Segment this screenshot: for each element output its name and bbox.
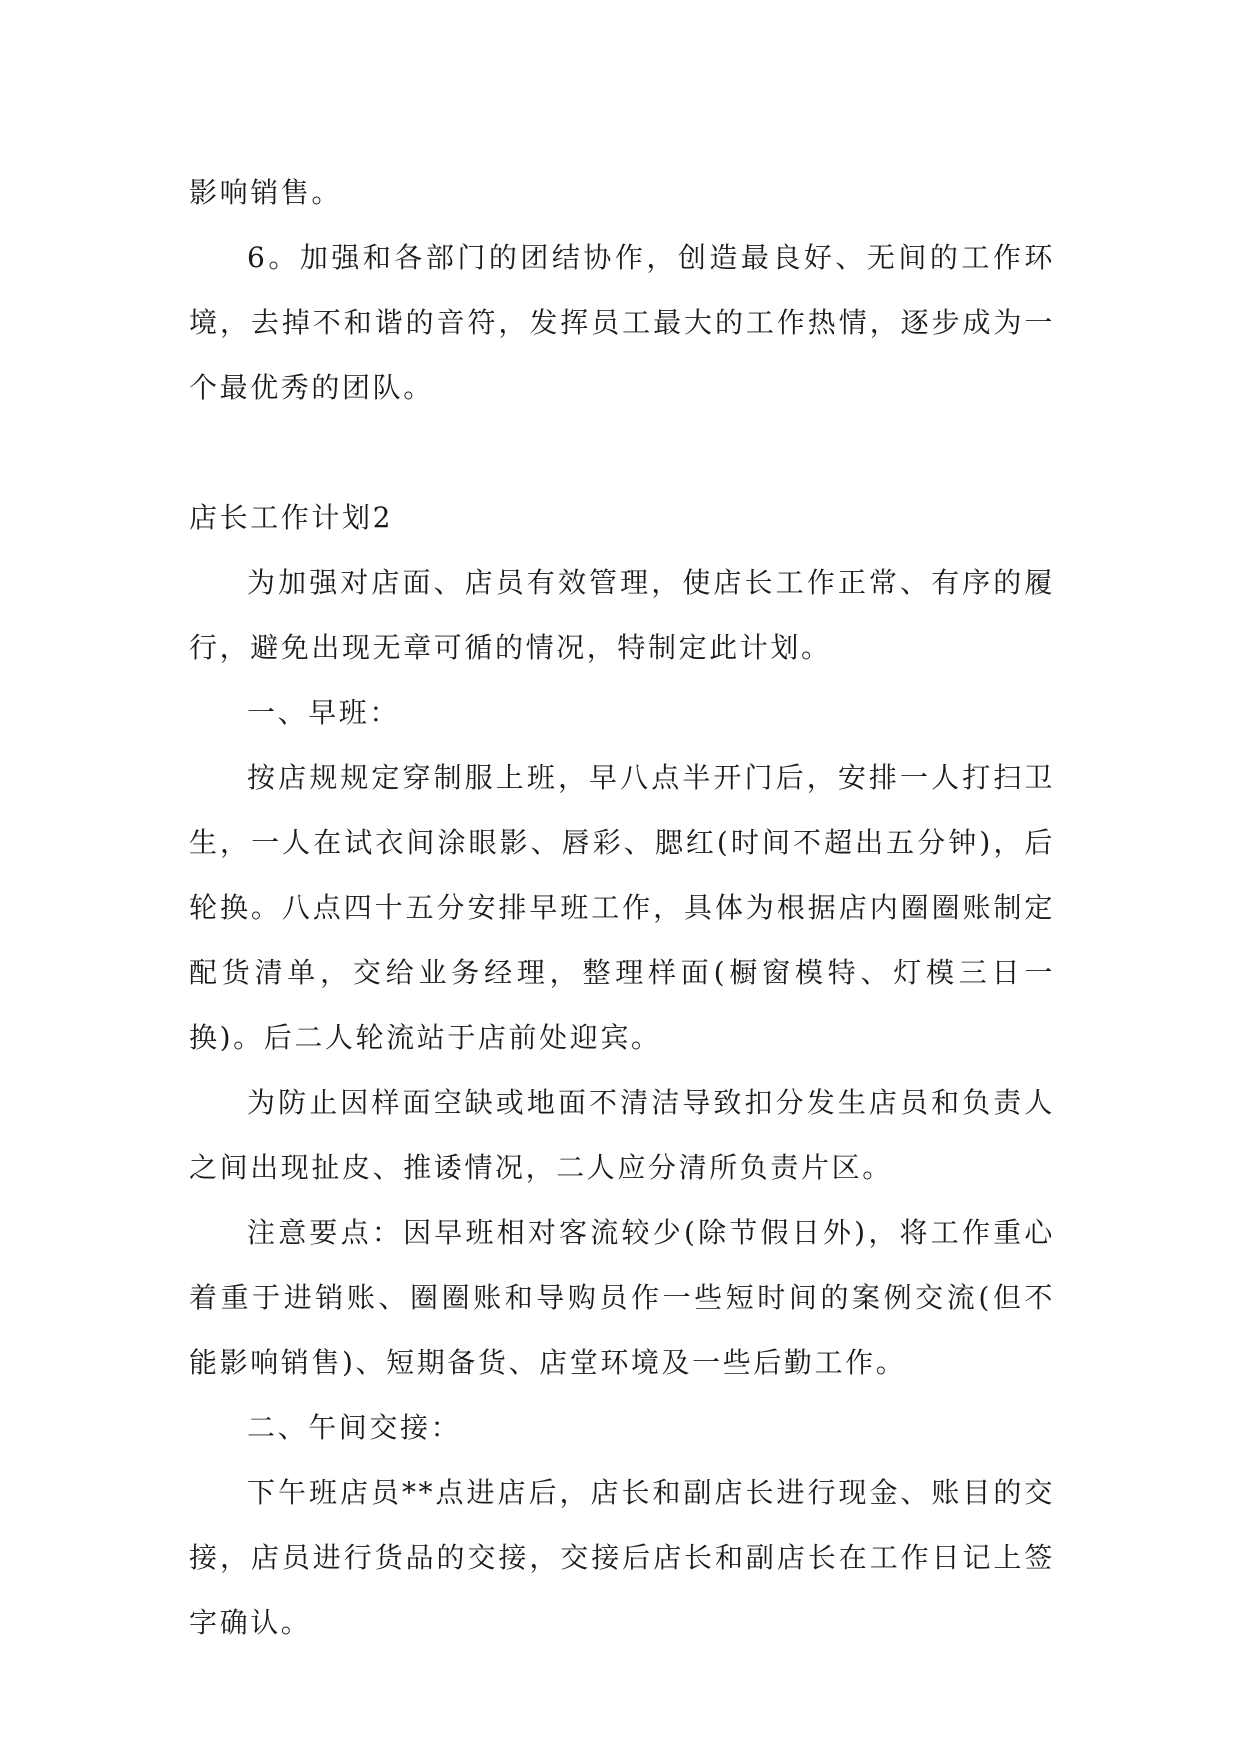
document-body xyxy=(189,160,1055,1655)
subheading-morning-shift: 一、早班： xyxy=(247,696,401,729)
paragraph-area-division: 为防止因样面空缺或地面不清洁导致扣分发生店员和负责人之间出现扯皮、推诿情况，二人应分清所负责片区。 xyxy=(189,1086,1055,1184)
paragraph-handover: 下午班店员**点进店后，店长和副店长进行现金、账目的交接，店员进行货品的交接，交接后店长和副店长在工作日记上签字确认。 xyxy=(189,1476,1055,1639)
paragraph-continuation: 影响销售。 xyxy=(189,176,343,209)
subheading-noon-handover: 二、午间交接： xyxy=(247,1411,462,1444)
section-title: 店长工作计划2 xyxy=(189,501,394,534)
paragraph-item-6: 6。加强和各部门的团结协作，创造最良好、无间的工作环境，去掉不和谐的音符，发挥员工最大的工作热情，逐步成为一个最优秀的团队。 xyxy=(189,241,1055,404)
paragraph-morning-duties: 按店规规定穿制服上班，早八点半开门后，安排一人打扫卫生，一人在试衣间涂眼影、唇彩、腮红(时间不超出五分钟)，后轮换。八点四十五分安排早班工作，具体为根据店内圈圈账制定配货清单，交给业务经理，整理样面(橱窗模特、灯模三日一换)。后二人轮流站于店前处迎宾。 xyxy=(189,761,1055,1054)
paragraph-key-points: 注意要点：因早班相对客流较少(除节假日外)，将工作重心着重于进销账、圈圈账和导购员作一些短时间的案例交流(但不能影响销售)、短期备货、店堂环境及一些后勤工作。 xyxy=(189,1216,1055,1379)
paragraph-intro: 为加强对店面、店员有效管理，使店长工作正常、有序的履行，避免出现无章可循的情况，特制定此计划。 xyxy=(189,566,1055,664)
